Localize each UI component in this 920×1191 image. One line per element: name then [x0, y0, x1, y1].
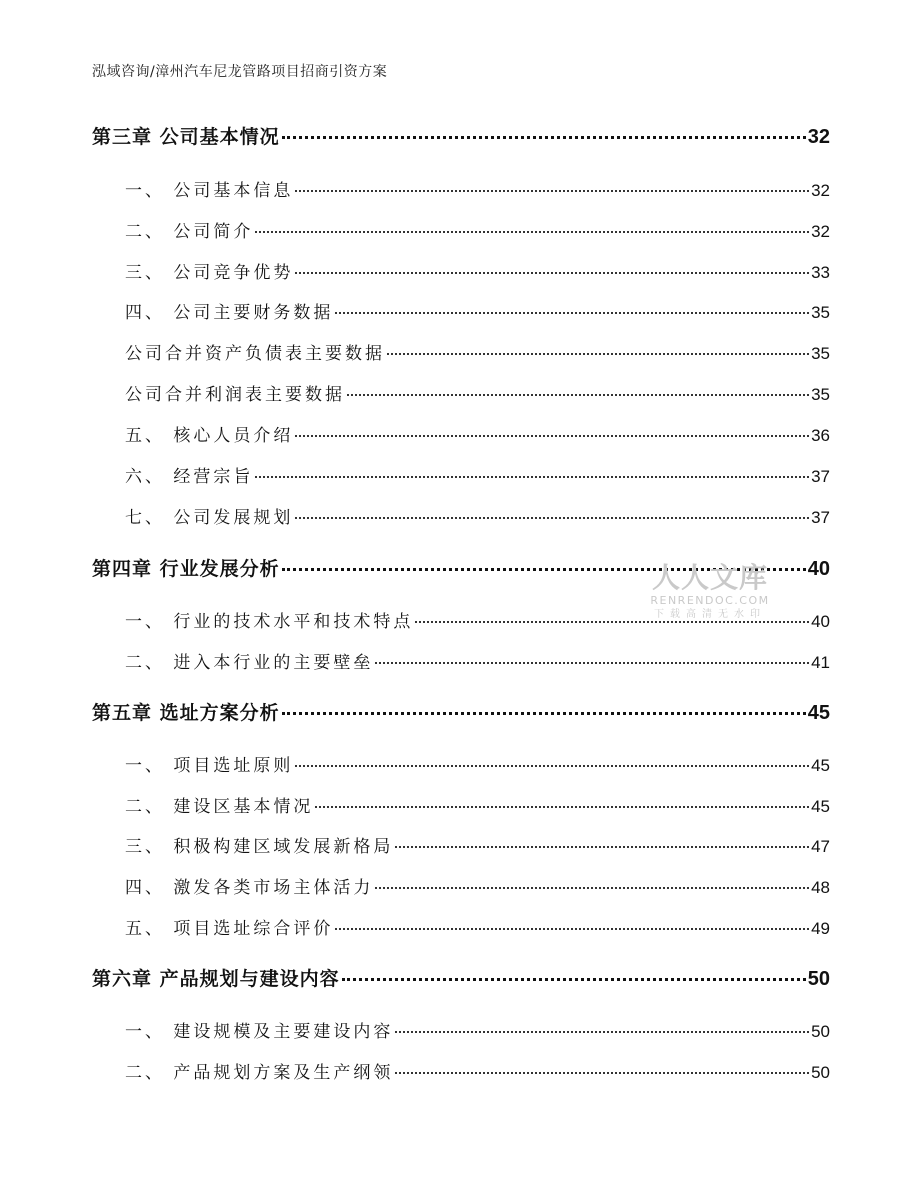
dot-leader — [342, 976, 806, 981]
toc-entry[interactable] — [125, 1058, 830, 1083]
toc-entry-label: 四、 公司主要财务数据 — [125, 303, 334, 323]
toc-entry[interactable] — [92, 964, 830, 991]
dot-leader — [395, 844, 809, 848]
toc-entry-page: 49 — [811, 919, 830, 938]
dot-leader — [255, 229, 809, 233]
dot-leader — [295, 270, 809, 274]
dot-leader — [347, 392, 809, 396]
toc-entry[interactable] — [125, 176, 830, 201]
toc-entry[interactable] — [125, 1017, 830, 1042]
dot-leader — [282, 710, 806, 715]
toc-entry-page: 45 — [807, 702, 830, 724]
dot-leader — [375, 660, 809, 664]
dot-leader — [255, 474, 809, 478]
toc-entry-label: 一、 建设规模及主要建设内容 — [125, 1022, 394, 1042]
toc-entry[interactable] — [125, 339, 830, 364]
toc-entry-page: 45 — [811, 756, 830, 775]
dot-leader — [282, 134, 806, 139]
dot-leader — [315, 804, 809, 808]
toc-entry[interactable] — [125, 503, 830, 528]
toc-entry-label: 二、 进入本行业的主要壁垒 — [125, 653, 374, 673]
toc-entry[interactable] — [125, 914, 830, 939]
toc-entry[interactable] — [125, 648, 830, 673]
toc-entry-label: 六、 经营宗旨 — [125, 467, 254, 487]
toc-entry-label: 二、 建设区基本情况 — [125, 797, 314, 817]
toc-entry-page: 32 — [807, 126, 830, 148]
toc-entry-page: 40 — [811, 612, 830, 631]
dot-leader — [335, 310, 809, 314]
toc-entry[interactable] — [125, 258, 830, 283]
toc-entry-label: 一、 公司基本信息 — [125, 181, 294, 201]
toc-entry-label: 第五章 选址方案分析 — [92, 702, 280, 724]
toc-entry[interactable] — [125, 751, 830, 776]
toc-entry-label: 七、 公司发展规划 — [125, 508, 294, 528]
watermark — [645, 562, 775, 622]
toc-entry-label: 五、 核心人员介绍 — [125, 426, 294, 446]
dot-leader — [295, 515, 809, 519]
toc-entry-label: 五、 项目选址综合评价 — [125, 919, 334, 939]
toc-entry-label: 公司合并资产负债表主要数据 — [125, 344, 385, 364]
dot-leader — [375, 885, 809, 889]
toc-entry-label: 公司合并利润表主要数据 — [125, 385, 345, 405]
watermark-url: RENRENDOC.COM — [650, 594, 770, 607]
toc-entry[interactable] — [125, 832, 830, 857]
toc-entry-label: 第四章 行业发展分析 — [92, 558, 280, 580]
dot-leader — [395, 1029, 809, 1033]
toc-entry[interactable] — [125, 873, 830, 898]
toc-entry-label: 三、 公司竞争优势 — [125, 263, 294, 283]
toc-entry[interactable] — [125, 217, 830, 242]
toc-entry-page: 32 — [811, 181, 830, 200]
dot-leader — [335, 926, 809, 930]
toc-entry-label: 一、 项目选址原则 — [125, 756, 294, 776]
running-header: 泓域咨询/漳州汽车尼龙管路项目招商引资方案 — [92, 64, 388, 80]
toc-entry-label: 第六章 产品规划与建设内容 — [92, 968, 340, 990]
toc-entry-page: 37 — [811, 508, 830, 527]
toc-entry[interactable] — [125, 298, 830, 323]
toc-entry-label: 二、 产品规划方案及生产纲领 — [125, 1063, 394, 1083]
toc-entry-page: 45 — [811, 797, 830, 816]
toc-entry[interactable] — [92, 122, 830, 149]
watermark-title: 人人文库 — [651, 561, 768, 594]
dot-leader — [395, 1070, 809, 1074]
toc-entry-page: 40 — [807, 558, 830, 580]
toc-entry-page: 35 — [811, 344, 830, 363]
toc-entry[interactable] — [125, 792, 830, 817]
toc-entry-label: 二、 公司简介 — [125, 222, 254, 242]
toc-entry-page: 47 — [811, 837, 830, 856]
toc-entry-label: 三、 积极构建区域发展新格局 — [125, 837, 394, 857]
toc-entry-page: 35 — [811, 385, 830, 404]
toc-entry-page: 33 — [811, 263, 830, 282]
toc-entry-page: 50 — [811, 1022, 830, 1041]
toc-entry-page: 32 — [811, 222, 830, 241]
toc-entry-label: 四、 激发各类市场主体活力 — [125, 878, 374, 898]
dot-leader — [387, 351, 809, 355]
toc-entry-page: 35 — [811, 303, 830, 322]
toc-entry[interactable] — [125, 462, 830, 487]
toc-entry-label: 一、 行业的技术水平和技术特点 — [125, 612, 414, 632]
toc-entry[interactable] — [125, 380, 830, 405]
dot-leader — [295, 763, 809, 767]
dot-leader — [295, 433, 809, 437]
toc-entry-page: 41 — [811, 653, 830, 672]
dot-leader — [295, 188, 809, 192]
toc-entry-page: 36 — [811, 426, 830, 445]
toc-entry[interactable] — [92, 698, 830, 725]
toc-entry-page: 50 — [807, 968, 830, 990]
toc-entry[interactable] — [125, 421, 830, 446]
toc-entry-page: 37 — [811, 467, 830, 486]
toc-entry-label: 第三章 公司基本情况 — [92, 126, 280, 148]
toc-entry-page: 50 — [811, 1063, 830, 1082]
watermark-subtitle: 下载高清无水印 — [654, 609, 766, 620]
toc-entry-page: 48 — [811, 878, 830, 897]
